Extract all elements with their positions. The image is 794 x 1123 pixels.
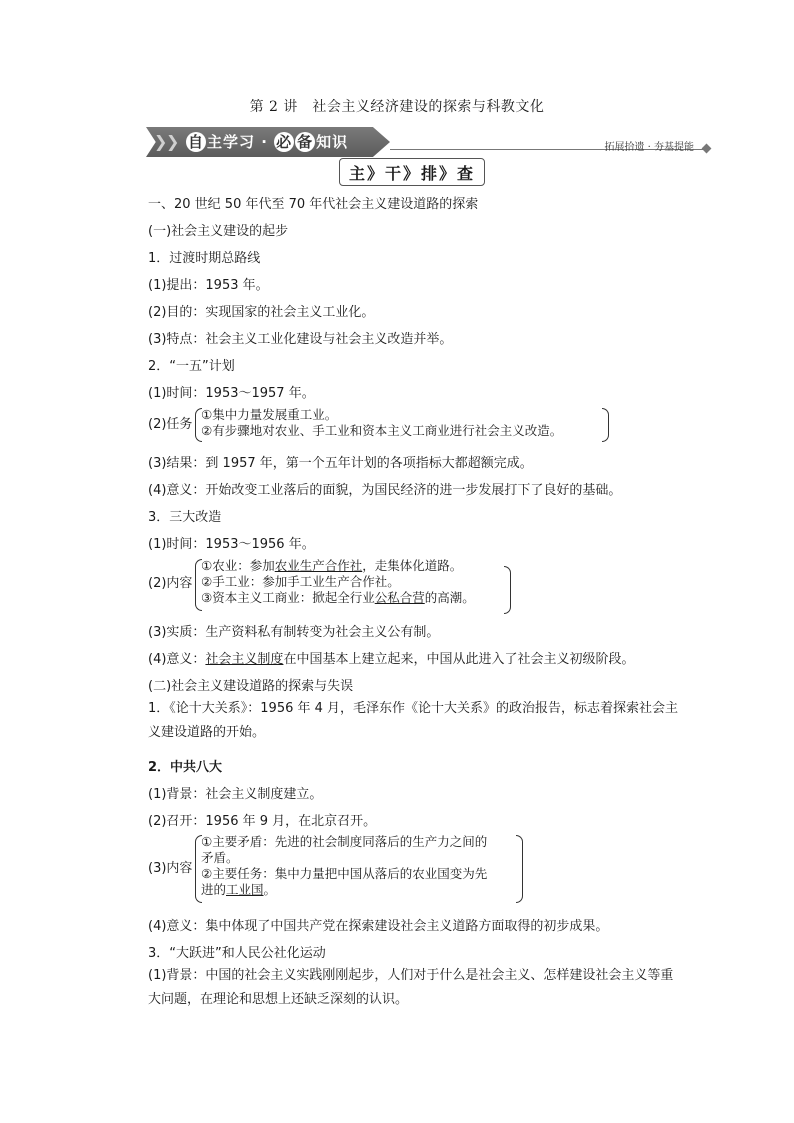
task-brace-block: [148, 407, 618, 443]
brace-items: [201, 407, 562, 439]
subheading: (二)社会主义建设道路的探索与失误: [148, 679, 354, 694]
text-line: (3)实质：生产资料私有制转变为社会主义公有制。: [148, 625, 440, 640]
section-banner: [146, 127, 712, 157]
reform-brace-block: [148, 558, 518, 614]
text-line: (3)结果：到 1957 年，第一个五年计划的各项指标大都超额完成。: [148, 456, 533, 471]
paragraph: 1．《论十大关系》：1956 年 4 月，毛泽东作《论十大关系》的政治报告，标志着探索社会主义建设道路的开始。: [148, 701, 679, 740]
chevron-right-icon: ❯: [166, 132, 180, 151]
brace-item: ②手工业：参加手工业生产合作社。: [201, 574, 400, 589]
brace-label: (2)任务: [148, 417, 193, 432]
page-title: 第 2 讲 社会主义经济建设的探索与科教文化: [249, 99, 545, 115]
brace-label: (2)内容: [148, 576, 193, 591]
brace-items: [201, 558, 475, 606]
brace-label: (3)内容: [148, 861, 193, 876]
section-heading: 主》干》排》查: [348, 163, 475, 183]
brace-item: ①农业：参加农业生产合作社，走集体化道路。: [201, 558, 463, 573]
banner-circle-char: 备: [297, 133, 314, 151]
paragraph: (1)背景：中国的社会主义实践刚刚起步，人们对于什么是社会主义、怎样建设社会主义等重大问题，在理论和思想上还缺乏深刻的认识。: [148, 968, 674, 1007]
section-heading-box: [339, 158, 485, 186]
banner-text-mid: 主学习 ·: [207, 133, 275, 151]
brace-item: 进的工业国。: [201, 882, 277, 897]
text-line: (4)意义：集中体现了中国共产党在探索建设社会主义道路方面取得的初步成果。: [148, 919, 609, 934]
brace-item: ③资本主义工商业：掀起全行业公私合营的高潮。: [201, 590, 475, 605]
text-line: (2)目的：实现国家的社会主义工业化。: [148, 305, 375, 320]
brace-items: [201, 834, 487, 898]
brace-item: ②有步骤地对农业、手工业和资本主义工商业进行社会主义改造。: [201, 423, 563, 438]
brace-right: [602, 408, 609, 442]
banner-subtitle: 拓展拾遗 · 夯基提能: [604, 142, 694, 153]
text-line: (2)召开：1956 年 9 月，在北京召开。: [148, 814, 377, 829]
banner-title: [186, 131, 348, 152]
banner-text-tail: 知识: [316, 133, 349, 151]
heading-part-one: 一、20 世纪 50 年代至 70 年代社会主义建设道路的探索: [148, 197, 479, 212]
text-line: (1)时间：1953～1957 年。: [148, 386, 315, 401]
banner-circle-char: 自: [187, 133, 204, 151]
diamond-icon: [702, 144, 712, 154]
text-line: (1)时间：1953～1956 年。: [148, 537, 315, 552]
item-heading: 2．中共八大: [148, 760, 223, 775]
subheading: (一)社会主义建设的起步: [148, 224, 289, 239]
text-line: (4)意义：社会主义制度在中国基本上建立起来，中国从此进入了社会主义初级阶段。: [148, 652, 635, 667]
banner-circle-char: 必: [276, 133, 293, 151]
item-heading: 3．“大跃进”和人民公社化运动: [148, 946, 326, 961]
text-line: (3)特点：社会主义工业化建设与社会主义改造并举。: [148, 332, 453, 347]
item-heading: 3．三大改造: [148, 510, 222, 525]
brace-item: ②主要任务：集中力量把中国从落后的农业国变为先: [201, 866, 488, 881]
brace-right: [516, 835, 523, 903]
brace-right: [504, 566, 511, 614]
brace-item: ①主要矛盾：先进的社会制度同落后的生产力之间的: [201, 834, 488, 849]
eighth-brace-block: [148, 834, 528, 904]
brace-item: 矛盾。: [201, 850, 239, 865]
text-line: (4)意义：开始改变工业落后的面貌，为国民经济的进一步发展打下了良好的基础。: [148, 483, 622, 498]
text-line: (1)提出：1953 年。: [148, 278, 269, 293]
item-heading: 2．“一五”计划: [148, 359, 235, 374]
text-line: (1)背景：社会主义制度建立。: [148, 787, 323, 802]
brace-item: ①集中力量发展重工业。: [201, 407, 338, 422]
item-heading: 1．过渡时期总路线: [148, 251, 261, 266]
chevron-right-icon: ❯: [154, 132, 168, 151]
